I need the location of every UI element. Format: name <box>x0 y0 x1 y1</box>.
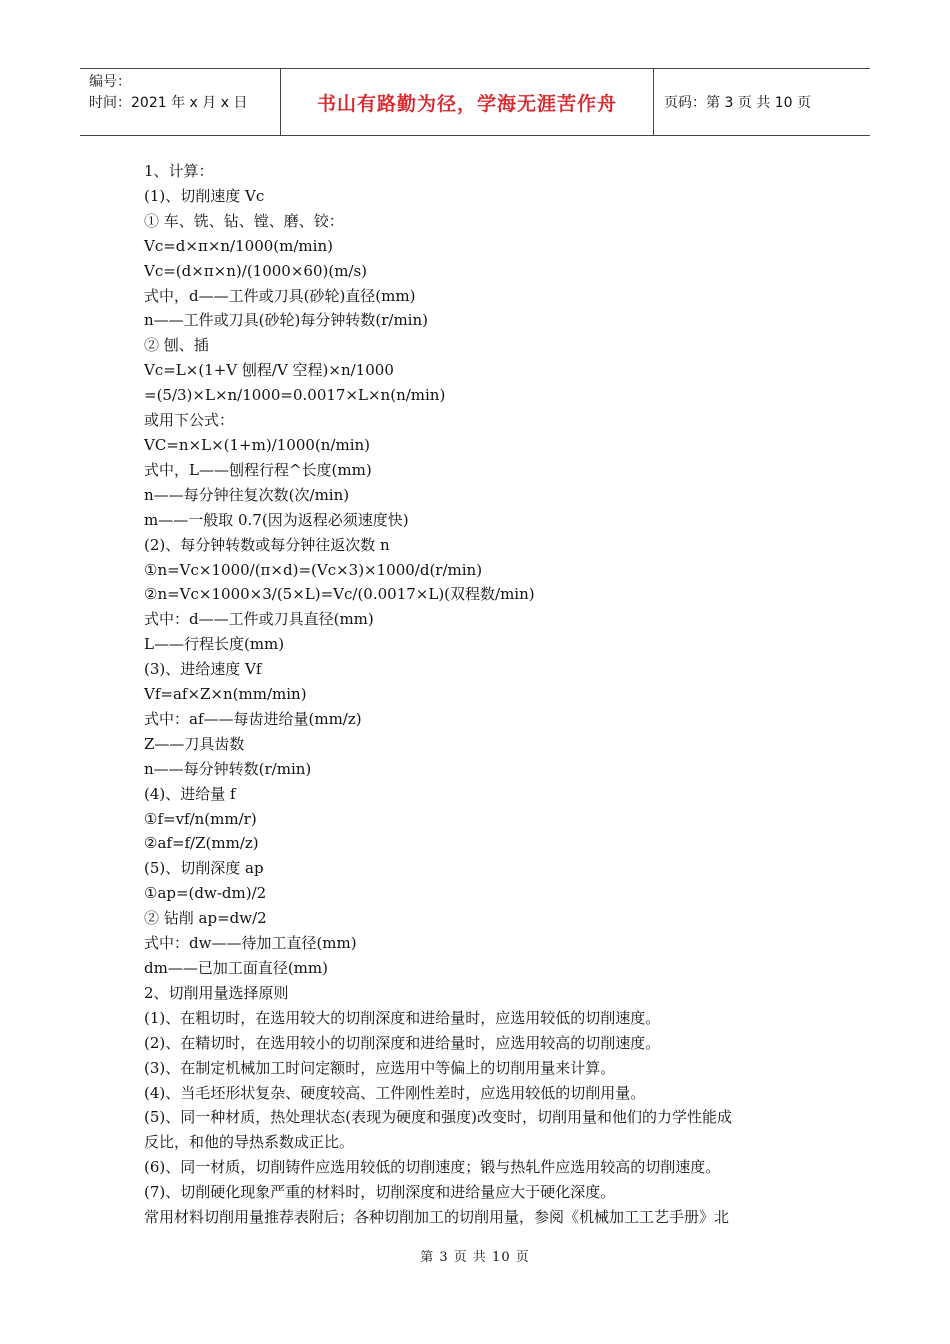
body-line: ①ap=(dw-dm)/2 <box>144 884 267 903</box>
body-line: (3)、在制定机械加工时问定额时，应选用中等偏上的切削用量来计算。 <box>144 1058 616 1077</box>
body-line: =(5/3)×L×n/1000=0.0017×L×n(n/min) <box>144 386 446 405</box>
document-date-label: 时间：2021 年 x 月 x 日 <box>89 95 248 111</box>
header-motto-cell <box>281 69 654 135</box>
body-line: (7)、切削硬化现象严重的材料时，切削深度和进给量应大于硬化深度。 <box>144 1183 616 1202</box>
body-line: (5)、同一种材质，热处理状态(表现为硬度和强度)改变时，切削用量和他们的力学性能成 <box>144 1108 732 1127</box>
body-line: (4)、进给量 f <box>144 784 236 803</box>
body-line: (4)、当毛坯形状复杂、硬度较高、工件刚性差时，应选用较低的切削用量。 <box>144 1083 646 1102</box>
body-line: 式中：af——每齿进给量(mm/z) <box>144 709 362 728</box>
body-line: VC=n×L×(1+m)/1000(n/min) <box>144 435 371 454</box>
body-line: 常用材料切削用量推荐表附后；各种切削加工的切削用量，参阅《机械加工工艺手册》北 <box>144 1208 730 1227</box>
body-line: 反比，和他的导热系数成正比。 <box>144 1133 355 1152</box>
body-line: Vf=af×Z×n(mm/min) <box>144 685 307 704</box>
header-page-number: 页码：第 3 页 共 10 页 <box>664 95 811 111</box>
document-number-label: 编号： <box>89 74 131 90</box>
body-line: (2)、在精切时，在选用较小的切削深度和进给量时，应选用较高的切削速度。 <box>144 1033 661 1052</box>
body-line: (1)、在粗切时，在选用较大的切削深度和进给量时，应选用较低的切削速度。 <box>144 1008 661 1027</box>
header-meta <box>80 69 281 135</box>
body-line: (2)、每分钟转数或每分钟往返次数 n <box>144 535 390 554</box>
body-line: m——一般取 0.7(因为返程必须速度快) <box>144 510 409 529</box>
body-line: (3)、进给速度 Vf <box>144 660 262 679</box>
body-line: 2、切削用量选择原则 <box>144 983 289 1002</box>
body-line: Vc=(d×π×n)/(1000×60)(m/s) <box>144 261 368 280</box>
body-line: 或用下公式： <box>144 411 235 430</box>
body-line: ②n=Vc×1000×3/(5×L)=Vc/(0.0017×L)(双程数/min) <box>144 585 535 604</box>
body-line: ② 刨、插 <box>144 336 209 355</box>
header-page-cell <box>654 69 870 135</box>
document-header <box>80 68 870 136</box>
body-line: (6)、同一材质，切削铸件应选用较低的切削速度；锻与热轧件应选用较高的切削速度。 <box>144 1158 721 1177</box>
body-line: 式中：d——工件或刀具直径(mm) <box>144 610 374 629</box>
body-line: 式中，d——工件或刀具(砂轮)直径(mm) <box>144 286 416 305</box>
body-line: 式中：dw——待加工直径(mm) <box>144 934 357 953</box>
body-line: (5)、切削深度 ap <box>144 859 264 878</box>
document-body <box>144 159 816 1230</box>
body-line: dm——已加工面直径(mm) <box>144 959 328 977</box>
body-line: Vc=L×(1+V 刨程/V 空程)×n/1000 <box>144 361 394 380</box>
body-line: 式中，L——刨程行程^长度(mm) <box>144 460 372 479</box>
body-line: ② 钻削 ap=dw/2 <box>144 909 267 928</box>
body-line: Vc=d×π×n/1000(m/min) <box>144 236 333 255</box>
body-line: ① 车、铣、钻、镗、磨、铰： <box>144 211 344 230</box>
body-line: n——每分钟往复次数(次/min) <box>144 485 350 504</box>
body-line: n——工件或刀具(砂轮)每分钟转数(r/min) <box>144 311 428 330</box>
body-line: Z——刀具齿数 <box>144 734 245 753</box>
body-line: n——每分钟转数(r/min) <box>144 759 312 778</box>
body-line: ②af=f/Z(mm/z) <box>144 834 259 853</box>
body-line: ①n=Vc×1000/(π×d)=(Vc×3)×1000/d(r/min) <box>144 560 483 579</box>
body-line: L——行程长度(mm) <box>144 635 285 654</box>
page-footer: 第 3 页 共 10 页 <box>420 1250 530 1265</box>
body-line: ①f=vf/n(mm/r) <box>144 809 257 828</box>
body-line: 1、计算： <box>144 162 214 180</box>
header-motto: 书山有路勤为径，学海无涯苦作舟 <box>316 92 617 115</box>
body-line: (1)、切削速度 Vc <box>144 186 265 205</box>
